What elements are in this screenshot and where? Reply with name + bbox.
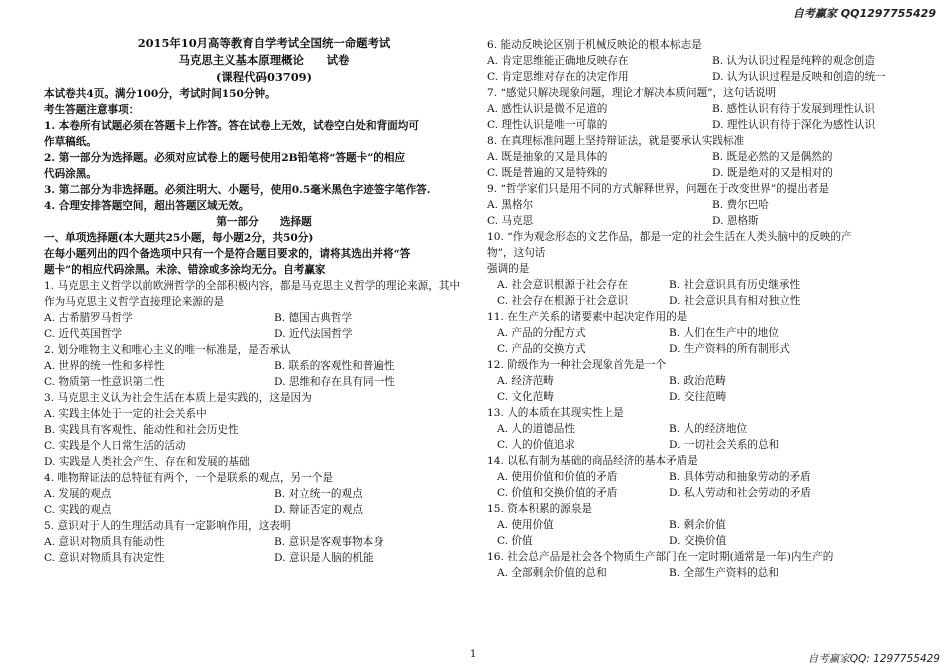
answer-option: C. 人的价值追求 — [497, 439, 576, 451]
answer-option: A. 全部剩余价值的总和 — [497, 567, 607, 579]
answer-option: A. 发展的观点 — [44, 488, 112, 500]
answer-option: B. 费尔巴哈 — [712, 199, 769, 211]
question-stem: 5. 意识对于人的生理活动具有一定影响作用，这表明 — [44, 520, 291, 532]
answer-option: C. 价值 — [497, 535, 533, 547]
answer-option: B. 社会意识具有历史继承性 — [669, 279, 801, 291]
option-row — [487, 485, 912, 501]
question-stem: 12. 阶级作为一种社会现象首先是一个 — [487, 359, 667, 371]
answer-option: C. 肯定思维对存在的决定作用 — [487, 71, 629, 83]
answer-option: D. 实践是人类社会产生、存在和发展的基础 — [44, 456, 250, 468]
notes-title: 考生答题注意事项： — [44, 104, 140, 116]
answer-option: B. 具体劳动和抽象劳动的矛盾 — [669, 471, 811, 483]
answer-option: D. 一切社会关系的总和 — [669, 439, 780, 451]
option-row — [487, 517, 912, 533]
answer-option: A. 使用价值 — [497, 519, 554, 531]
answer-option: D. 理性认识有待于深化为感性认识 — [712, 119, 876, 131]
answer-option: A. 黑格尔 — [487, 199, 534, 211]
answer-option: A. 经济范畴 — [497, 375, 554, 387]
question-block — [487, 133, 912, 181]
option-row — [487, 565, 912, 581]
questions-right — [487, 37, 912, 581]
answer-option: C. 价值和交换价值的矛盾 — [497, 487, 618, 499]
exam-intro: 本试卷共4页。满分100分，考试时间150分钟。 — [44, 88, 276, 100]
answer-option: C. 社会存在根源于社会意识 — [497, 295, 628, 307]
question-block — [44, 342, 484, 390]
answer-option: A. 肯定思维能正确地反映存在 — [487, 55, 629, 67]
option-row — [487, 101, 912, 117]
option-row — [487, 53, 912, 69]
note-3: 3. 第二部分为非选择题。必须注明大、小题号，使用0.5毫米黑色字迹签字笔作答. — [44, 184, 431, 196]
question-block — [487, 549, 912, 581]
question-block — [487, 37, 912, 85]
option-row — [487, 165, 912, 181]
question-stem: 16. 社会总产品是社会各个物质生产部门在一定时期(通常是一年)内生产的 — [487, 551, 834, 563]
question-stem: 10. “作为观念形态的文艺作品，都是一定的社会生活在人类头脑中的反映的产 — [487, 231, 852, 243]
answer-option: D. 社会意识具有相对独立性 — [669, 295, 801, 307]
answer-option: B. 全部生产资料的总和 — [669, 567, 779, 579]
note-4: 4. 合理安排答题空间，超出答题区域无效。 — [44, 200, 250, 212]
answer-option: D. 认为认识过程是反映和创造的统一 — [712, 71, 886, 83]
question-stem: 强调的是 — [487, 263, 530, 275]
answer-option: B. 既是必然的又是偶然的 — [712, 151, 833, 163]
option-row — [487, 325, 912, 341]
footer-watermark: 自考赢家QQ: 1297755429 — [807, 653, 940, 665]
answer-option: B. 人的经济地位 — [669, 423, 748, 435]
answer-option: C. 理性认识是唯一可靠的 — [487, 119, 608, 131]
answer-option: D. 生产资料的所有制形式 — [669, 343, 790, 355]
answer-option: B. 认为认识过程是纯粹的观念创造 — [712, 55, 875, 67]
question-block — [487, 229, 912, 309]
answer-option: B. 意识是客观事物本身 — [274, 536, 384, 548]
option-row — [487, 197, 912, 213]
question-stem: 15. 资本积累的源泉是 — [487, 503, 592, 515]
answer-option: B. 实践具有客观性、能动性和社会历史性 — [44, 424, 239, 436]
option-row — [487, 293, 912, 309]
note-1: 1. 本卷所有试题必须在答题卡上作答。答在试卷上无效，试卷空白处和背面均可 — [44, 120, 419, 132]
option-row — [487, 69, 912, 85]
question-stem: 2. 划分唯物主义和唯心主义的唯一标准是，是否承认 — [44, 344, 291, 356]
option-row — [487, 341, 912, 357]
answer-option: C. 文化范畴 — [497, 391, 554, 403]
section1-desc-2: 题卡”的相应代码涂黑。未涂、错涂或多涂均无分。自考赢家 — [44, 264, 326, 276]
header-watermark: 自考赢家 QQ1297755429 — [792, 7, 936, 20]
option-row — [44, 534, 484, 550]
question-stem: 4. 唯物辩证法的总特征有两个，一个是联系的观点，另一个是 — [44, 472, 333, 484]
answer-option: D. 思维和存在具有同一性 — [274, 376, 395, 388]
left-column — [44, 35, 484, 566]
right-column — [487, 37, 912, 581]
question-block — [487, 181, 912, 229]
question-stem: 物”，这句话 — [487, 247, 546, 259]
question-stem: 14. 以私有制为基础的商品经济的基本矛盾是 — [487, 455, 698, 467]
answer-option: A. 世界的统一性和多样性 — [44, 360, 165, 372]
option-row — [487, 277, 912, 293]
answer-option: A. 产品的分配方式 — [497, 327, 586, 339]
question-stem: 3. 马克思主义认为社会生活在本质上是实践的，这是因为 — [44, 392, 312, 404]
answer-option: C. 物质第一性意识第二性 — [44, 376, 165, 388]
question-block — [44, 278, 484, 342]
note-2: 2. 第一部分为选择题。必须对应试卷上的题号使用2B铅笔将“答题卡”的相应 — [44, 152, 406, 164]
answer-option: A. 实践主体处于一定的社会关系中 — [44, 408, 207, 420]
page-number: 1 — [470, 649, 477, 660]
answer-option: C. 产品的交换方式 — [497, 343, 586, 355]
answer-option: C. 意识对物质具有决定性 — [44, 552, 165, 564]
answer-option: D. 恩格斯 — [712, 215, 759, 227]
answer-option: A. 既是抽象的又是具体的 — [487, 151, 608, 163]
option-row — [487, 117, 912, 133]
answer-option: C. 实践是个人日常生活的活动 — [44, 440, 186, 452]
section1-title: 一、单项选择题(本大题共25小题，每小题2分，共50分) — [44, 232, 314, 244]
question-block — [487, 405, 912, 453]
answer-option: B. 剩余价值 — [669, 519, 726, 531]
answer-option: D. 近代法国哲学 — [274, 328, 353, 340]
answer-option: B. 政治范畴 — [669, 375, 726, 387]
question-stem: 8. 在真理标准问题上坚持辩证法，就是要承认实践标准 — [487, 135, 745, 147]
question-block — [487, 357, 912, 405]
option-row — [44, 326, 484, 342]
option-row — [44, 486, 484, 502]
option-row — [44, 550, 484, 566]
answer-option: C. 实践的观点 — [44, 504, 112, 516]
question-stem: 6. 能动反映论区别于机械反映论的根本标志是 — [487, 39, 702, 51]
question-stem: 1. 马克思主义哲学以前欧洲哲学的全部积极内容，都是马克思主义哲学的理论来源，其中 — [44, 280, 461, 292]
option-row — [487, 389, 912, 405]
option-row — [487, 149, 912, 165]
answer-option: D. 既是绝对的又是相对的 — [712, 167, 833, 179]
question-stem: 13. 人的本质在其现实性上是 — [487, 407, 624, 419]
note-2-cont: 代码涂黑。 — [44, 168, 97, 180]
question-stem: 7. “感觉只解决现象问题，理论才解决本质问题”，这句话说明 — [487, 87, 777, 99]
question-block — [44, 518, 484, 566]
question-block — [487, 85, 912, 133]
questions-left — [44, 278, 484, 566]
answer-option: B. 联系的客观性和普遍性 — [274, 360, 395, 372]
option-row — [487, 213, 912, 229]
option-row — [487, 469, 912, 485]
answer-option: A. 使用价值和价值的矛盾 — [497, 471, 618, 483]
answer-option: B. 德国古典哲学 — [274, 312, 353, 324]
option-row — [44, 310, 484, 326]
question-stem: 作为马克思主义哲学直接理论来源的是 — [44, 296, 225, 308]
question-stem: 9. “哲学家们只是用不同的方式解释世界，问题在于改变世界”的提出者是 — [487, 183, 830, 195]
answer-option: A. 意识对物质具有能动性 — [44, 536, 165, 548]
answer-option: B. 对立统一的观点 — [274, 488, 363, 500]
option-row — [487, 421, 912, 437]
exam-title-line2: 马克思主义基本原理概论 试卷 — [178, 53, 350, 67]
option-row — [487, 533, 912, 549]
answer-option: D. 交往范畴 — [669, 391, 727, 403]
question-block — [44, 390, 484, 470]
answer-option: B. 人们在生产中的地位 — [669, 327, 779, 339]
course-code: (课程代码03709) — [216, 70, 312, 84]
exam-title-line1: 2015年10月高等教育自学考试全国统一命题考试 — [137, 36, 391, 50]
note-1-cont: 作草稿纸。 — [44, 136, 97, 148]
answer-option: A. 人的道德品性 — [497, 423, 575, 435]
part1-title: 第一部分 选择题 — [216, 216, 312, 228]
option-row — [487, 437, 912, 453]
answer-option: A. 古希腊罗马哲学 — [44, 312, 133, 324]
option-row — [44, 374, 484, 390]
option-row — [44, 502, 484, 518]
question-block — [487, 501, 912, 549]
answer-option: C. 马克思 — [487, 215, 534, 227]
answer-option: D. 辩证否定的观点 — [274, 504, 364, 516]
answer-option: C. 既是普遍的又是特殊的 — [487, 167, 608, 179]
answer-option: C. 近代英国哲学 — [44, 328, 123, 340]
section1-desc-1: 在每小题列出的四个备选项中只有一个是符合题目要求的，请将其选出并将“答 — [44, 248, 411, 260]
option-row — [487, 373, 912, 389]
question-block — [44, 470, 484, 518]
question-stem: 11. 在生产关系的诸要素中起决定作用的是 — [487, 311, 688, 323]
question-block — [487, 453, 912, 501]
answer-option: D. 私人劳动和社会劳动的矛盾 — [669, 487, 811, 499]
answer-option: A. 感性认识是微不足道的 — [487, 103, 608, 115]
option-row — [44, 358, 484, 374]
answer-option: B. 感性认识有待于发展到理性认识 — [712, 103, 875, 115]
answer-option: D. 交换价值 — [669, 535, 727, 547]
answer-option: D. 意识是人脑的机能 — [274, 552, 374, 564]
question-block — [487, 309, 912, 357]
answer-option: A. 社会意识根源于社会存在 — [497, 279, 628, 291]
